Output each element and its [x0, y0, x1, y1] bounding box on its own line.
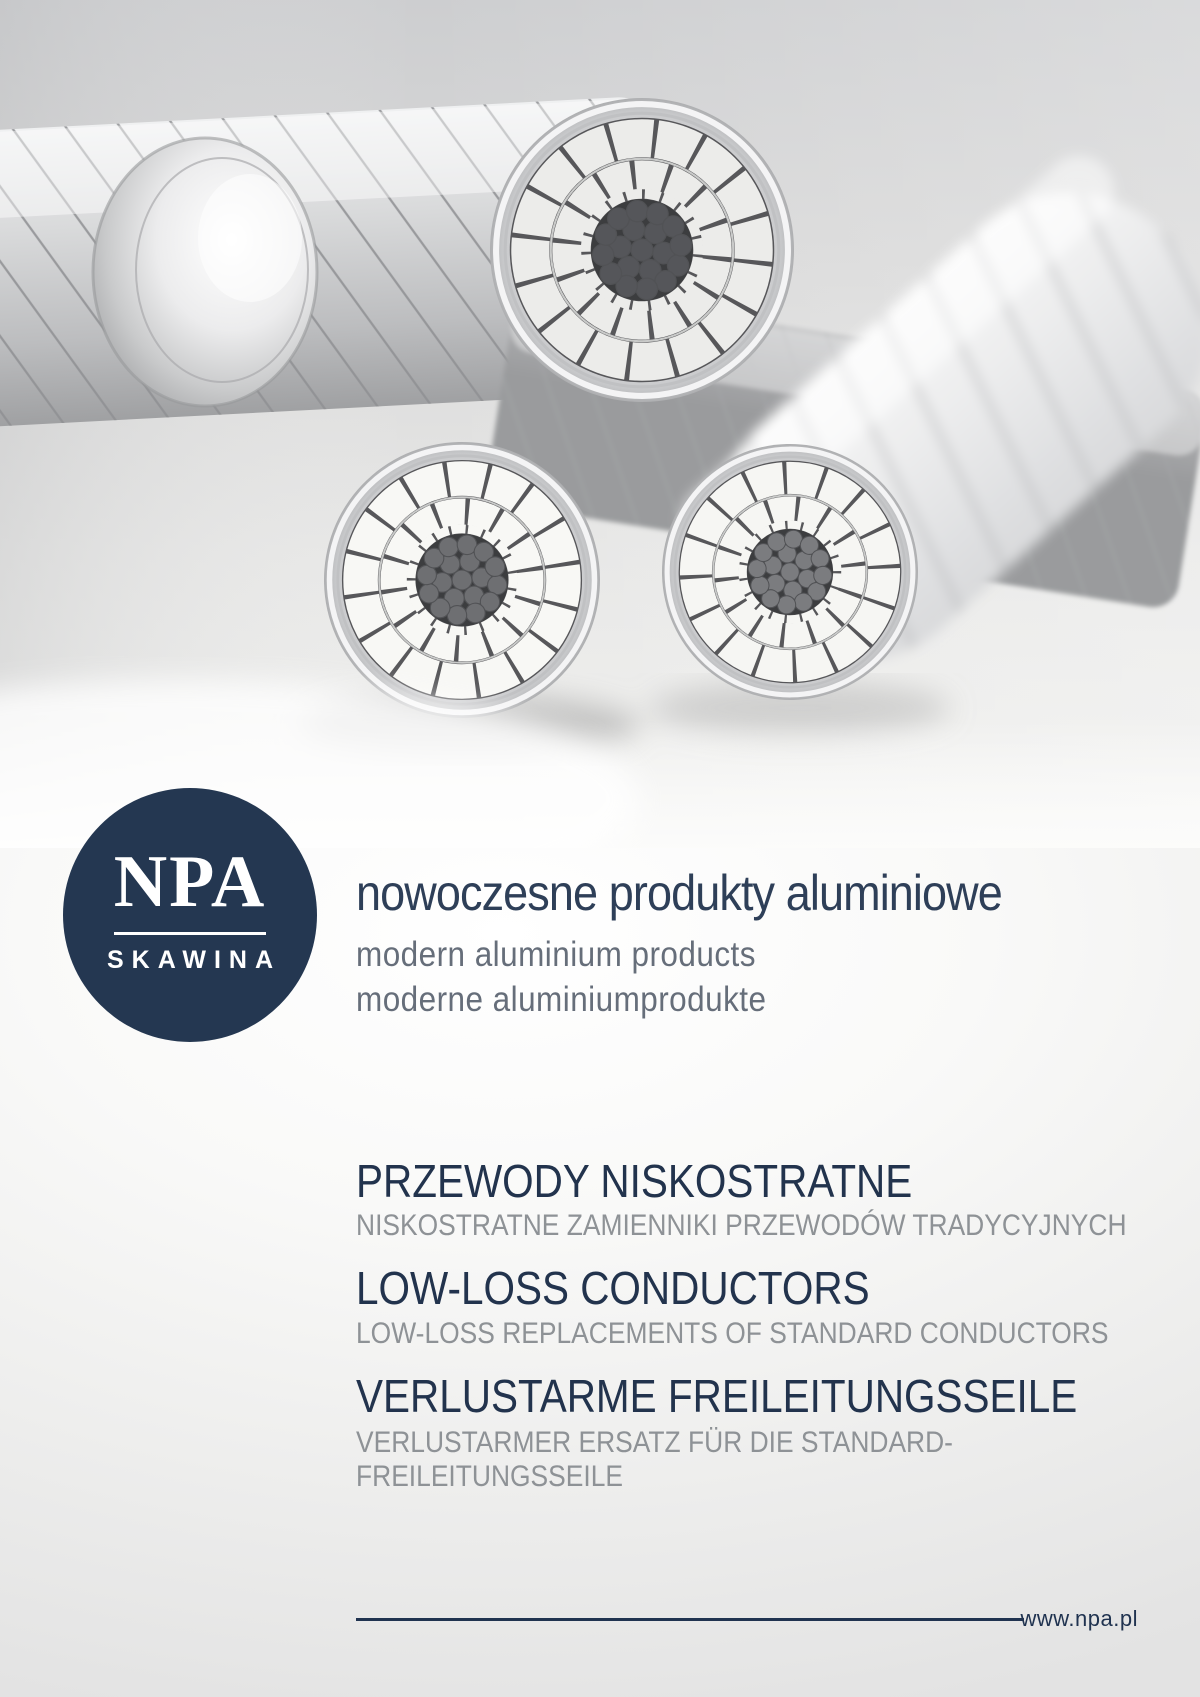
hero-photo-svg [0, 0, 1200, 848]
tagline-secondary: modern aluminium products [356, 935, 756, 974]
heading-german: VERLUSTARME FREILEITUNGSSEILE [356, 1370, 1078, 1422]
heading-polish: PRZEWODY NISKOSTRATNE [356, 1155, 913, 1207]
cable-endcap-left [93, 138, 317, 406]
website-link[interactable]: www.npa.pl [1020, 1606, 1138, 1631]
subheading-german [356, 1426, 953, 1494]
logo-divider [114, 932, 266, 935]
logo-acronym: NPA [113, 841, 267, 923]
subheading-polish: NISKOSTRATNE ZAMIENNIKI PRZEWODÓW TRADYCYJNYCH [356, 1209, 1127, 1242]
subheading-german-line1: VERLUSTARMER ERSATZ FÜR DIE STANDARD- [356, 1426, 953, 1459]
npa-logo [63, 788, 317, 1042]
footer-divider [356, 1618, 1024, 1621]
subheading-english: LOW-LOSS REPLACEMENTS OF STANDARD CONDUCTORS [356, 1317, 1109, 1350]
logo-city: SKAWINA [106, 946, 282, 974]
hero-photo-conductor-cables [0, 0, 1200, 848]
subheading-german-line2: FREILEITUNGSSEILE [356, 1460, 624, 1493]
tagline-tertiary: moderne aluminiumprodukte [356, 980, 767, 1019]
tagline-primary: nowoczesne produkty aluminiowe [356, 865, 1002, 921]
heading-english: LOW-LOSS CONDUCTORS [356, 1262, 870, 1314]
